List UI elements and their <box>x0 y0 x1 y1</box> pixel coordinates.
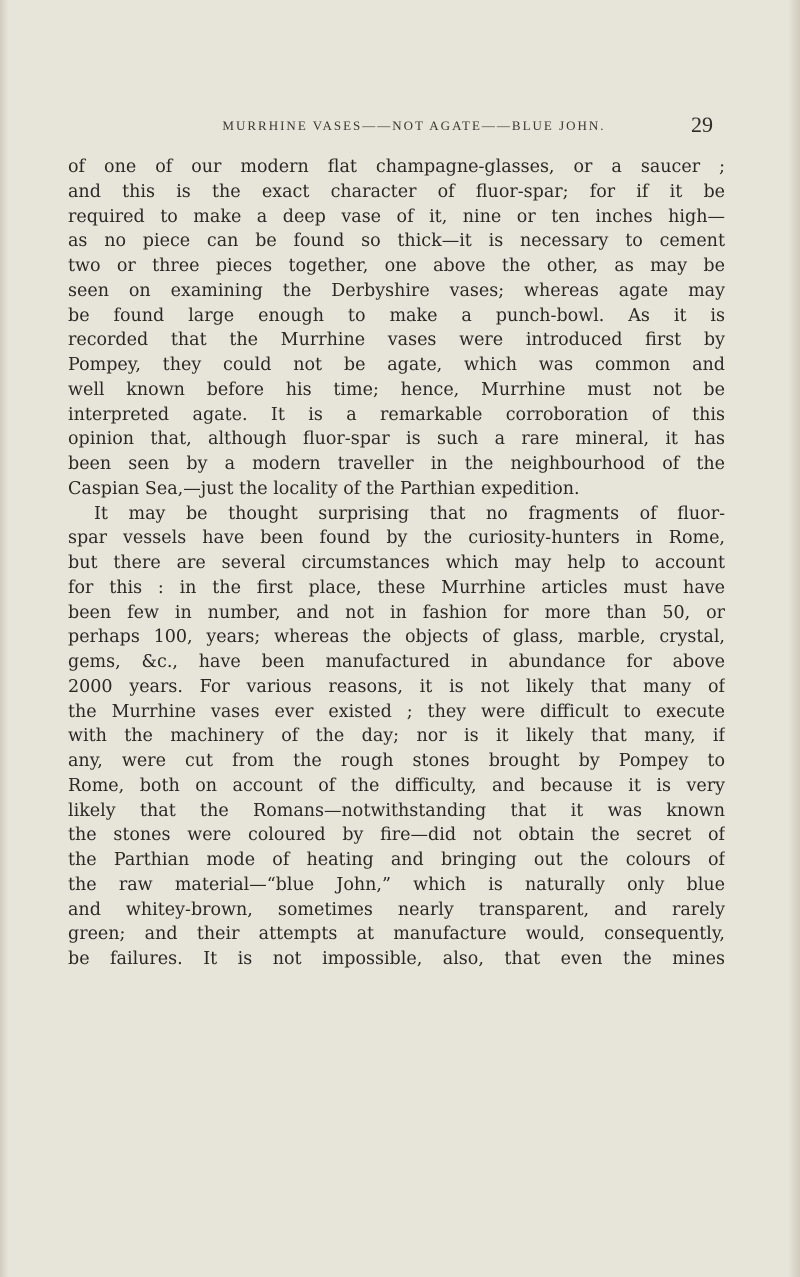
page-number: 29 <box>691 112 713 137</box>
text-line: the Murrhine vases ever existed ; they were difficult to execute <box>68 701 725 722</box>
text-line: Pompey, they could not be agate, which was common and <box>68 355 725 375</box>
page-binding-edge <box>0 0 8 1277</box>
text-line: Caspian Sea,—just the locality of the Parthian expedition. <box>68 478 580 499</box>
text-line: and whitey-brown, sometimes nearly transparent, and rarely <box>68 899 725 920</box>
text-line: likely that the Romans—notwithstanding that it was known <box>68 800 725 821</box>
text-line: green; and their attempts at manufacture would, consequently, <box>68 924 725 945</box>
text-line: gems, &c., have been manufactured in abundance for above <box>68 652 725 672</box>
text-line: required to make a deep vase of it, nine or ten inches high— <box>68 206 725 227</box>
text-line: opinion that, although fluor-spar is such a rare mineral, it has <box>68 429 725 450</box>
text-line: well known before his time; hence, Murrhine must not be <box>68 379 725 400</box>
text-line: interpreted agate. It is a remarkable corroboration of this <box>68 404 725 425</box>
text-line: spar vessels have been found by the curiosity-hunters in Rome, <box>68 528 725 549</box>
text-line: be found large enough to make a punch-bowl. As it is <box>68 305 725 326</box>
text-line: but there are several circumstances which may help to account <box>68 553 725 573</box>
text-line: any, were cut from the rough stones brought by Pompey to <box>68 751 725 771</box>
text-line: perhaps 100, years; whereas the objects of glass, marble, crystal, <box>68 627 725 648</box>
text-line: the raw material—“blue John,” which is naturally only blue <box>68 874 725 895</box>
body-text <box>68 155 725 972</box>
page-right-edge <box>788 0 800 1277</box>
text-line: 2000 years. For various reasons, it is not likely that many of <box>68 676 725 697</box>
page-header <box>80 112 720 144</box>
text-line: and this is the exact character of fluor-spar; for if it be <box>68 181 725 202</box>
text-line: Rome, both on account of the difficulty, and because it is very <box>68 775 725 796</box>
text-line: the Parthian mode of heating and bringing out the colours of <box>68 850 725 870</box>
text-line: been few in number, and not in fashion for more than 50, or <box>68 602 725 623</box>
text-line: as no piece can be found so thick—it is necessary to cement <box>68 231 725 252</box>
text-line: the stones were coloured by fire—did not obtain the secret of <box>68 825 725 846</box>
text-line: two or three pieces together, one above the other, as may be <box>68 256 725 276</box>
text-line: It may be thought surprising that no fragments of fluor- <box>94 503 725 524</box>
text-line: seen on examining the Derbyshire vases; whereas agate may <box>68 280 725 301</box>
text-line: been seen by a modern traveller in the neighbourhood of the <box>68 454 725 474</box>
running-head: MURRHINE VASES——NOT AGATE——BLUE JOHN. <box>222 118 606 133</box>
text-line: for this : in the first place, these Murrhine articles must have <box>68 577 725 598</box>
text-line: of one of our modern flat champagne-glasses, or a saucer ; <box>68 157 725 177</box>
text-line: with the machinery of the day; nor is it likely that many, if <box>68 726 725 747</box>
text-line: be failures. It is not impossible, also, that even the mines <box>68 949 725 969</box>
text-line: recorded that the Murrhine vases were introduced first by <box>68 330 725 351</box>
